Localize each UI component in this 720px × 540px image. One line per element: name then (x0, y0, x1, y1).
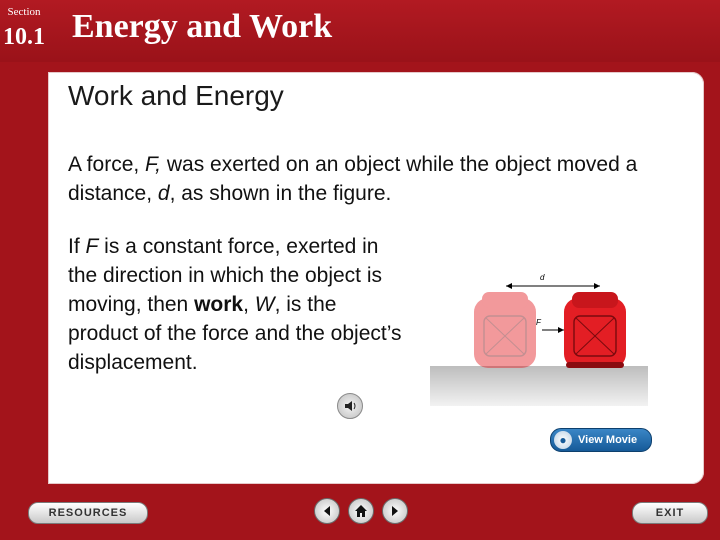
home-button[interactable] (348, 498, 374, 524)
distance-arrow (506, 283, 600, 289)
arrow-left-icon (321, 505, 333, 517)
force-variable: F, (145, 153, 162, 176)
definition-paragraph: If F is a constant force, exerted in the direction in which the object is moving, then work, W, is the product of the force and the object’s displacement. (68, 235, 402, 374)
force-variable: F (85, 235, 99, 258)
distance-label: d (540, 273, 545, 282)
section-number: 10.1 (3, 24, 45, 50)
chapter-title: Energy and Work (72, 8, 333, 45)
section-badge (0, 0, 48, 58)
movie-magnifier-icon: ● (554, 431, 572, 449)
floor-surface (430, 366, 648, 406)
work-term: work (194, 293, 244, 316)
section-word: Section (7, 6, 41, 18)
header-bar (0, 0, 720, 62)
force-label: F (536, 318, 541, 327)
view-movie-label: View Movie (578, 434, 638, 446)
backpack-diagram (430, 262, 650, 408)
speaker-icon (343, 399, 357, 413)
audio-button[interactable] (337, 393, 363, 419)
previous-button[interactable] (314, 498, 340, 524)
backpack-end (564, 292, 626, 368)
work-variable: W (254, 293, 275, 316)
backpack-start (474, 292, 536, 368)
work-figure (430, 262, 650, 408)
force-arrow (542, 327, 564, 333)
next-button[interactable] (382, 498, 408, 524)
resources-button[interactable]: RESOURCES (28, 502, 148, 524)
intro-paragraph: A force, F, was exerted on an object while the object moved a distance, d, as shown in the figure. (68, 153, 638, 205)
slide-title: Work and Energy (68, 80, 284, 111)
footer-bar (0, 488, 720, 540)
view-movie-button[interactable] (550, 428, 652, 452)
distance-variable: d (157, 182, 170, 205)
exit-button[interactable]: EXIT (632, 502, 708, 524)
arrow-right-icon (389, 505, 401, 517)
home-icon (354, 504, 368, 518)
